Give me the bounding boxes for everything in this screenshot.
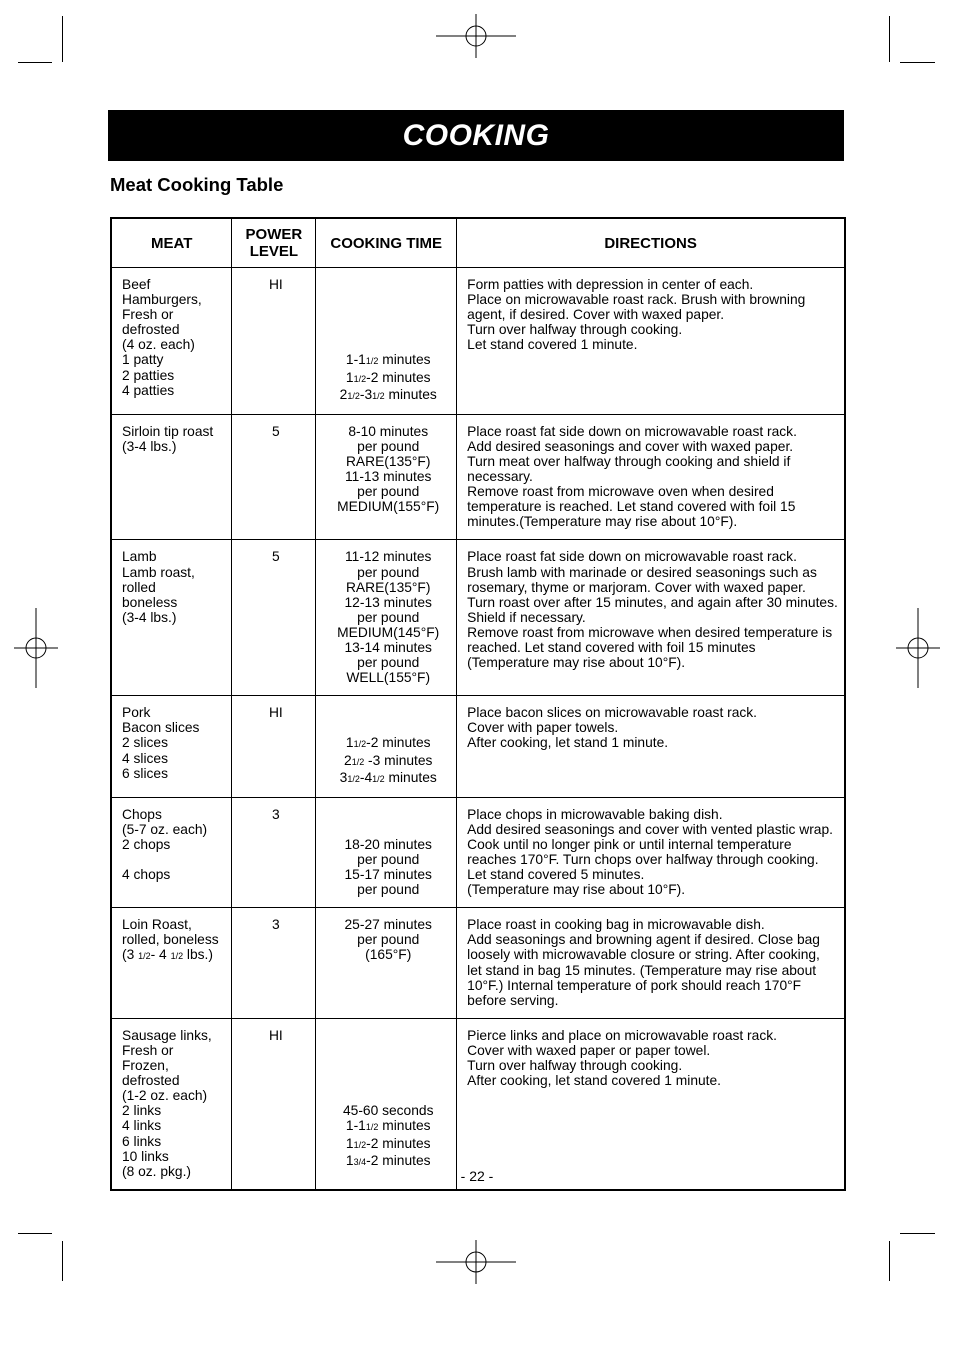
text-part: -3 [359,386,373,402]
meat-line: Sausage links, [122,1027,212,1043]
text-part: minutes [384,769,437,785]
text-part: minutes [384,386,437,402]
cooking-time-line [326,917,450,932]
text-part: minutes [378,352,431,368]
direction-step: Place chops in microwavable baking dish. [467,806,723,822]
cooking-time-line [326,735,450,752]
text-part: per pound [357,438,420,454]
direction-step: Brush lamb with marinade or desired seasonings such as rosemary, thyme or marjoram. Cover with waxed paper. [467,564,817,595]
text-part: MEDIUM(145°F) [337,624,440,640]
text-part: -2 minutes [366,735,431,751]
directions-cell [457,1018,845,1189]
meat-line: 10 links [122,1148,169,1164]
direction-step: Turn roast over after 15 minutes, and again after 30 minutes. Shield if necessary. [467,594,838,625]
text-part: 11-12 minutes [345,549,432,565]
direction-step: Turn meat over halfway through cooking and shield if necessary. [467,453,791,485]
direction-step: Add seasonings and browning agent if desired. Close bag loosely with microwavable closure or string. After cooking, let stand in bag 15 minutes. (Temperature may rise about 10°F.) Internal temperature of pork should reach 170°F before serving. [467,932,820,1008]
direction-step: Place bacon slices on microwavable roast rack. [467,705,758,721]
cooking-time-line [326,370,450,387]
cooking-time-line [326,655,450,670]
direction-step: Cover with waxed paper or paper towel. [467,1042,711,1058]
direction-step: Let stand covered 5 minutes. [467,867,645,883]
cooking-time-line [326,387,450,404]
meat-line: (5-7 oz. each) [122,821,208,837]
table-row [111,696,845,797]
direction-step: Cover with paper towels. [467,720,619,736]
text-part: 1-1 [345,1118,366,1134]
cooking-time-line [326,932,450,947]
cooking-time-cell [316,797,457,908]
text-part: 13-14 minutes [344,639,432,655]
meat-line: 6 slices [122,765,169,781]
meat-line: 6 links [122,1133,162,1149]
text-part: -2 minutes [366,1152,431,1168]
column-header-power-level: POWER LEVEL [232,218,316,268]
text-part: 2 [344,752,352,768]
directions-cell [457,797,845,908]
text-part: - 4 [150,947,171,963]
text-part: 18-20 minutes [344,836,432,852]
power-level-cell: 3 [232,908,316,1019]
power-level-cell: HI [232,696,316,797]
text-part: per pound [357,882,420,898]
cooking-time-line [326,580,450,595]
direction-step: Place roast fat side down on microwavable roast rack. [467,423,797,439]
column-header-directions: DIRECTIONS [457,218,845,268]
text-part: -4 [359,769,373,785]
directions-cell [457,908,845,1019]
power-level-cell: HI [232,268,316,415]
directions-cell [457,696,845,797]
registration-mark-right [896,608,940,688]
cooking-time-line [326,753,450,770]
meat-line: Hamburgers, [122,292,202,308]
meat-line: 2 chops [122,836,171,852]
fraction: 1/2 [347,390,360,401]
fraction: 1/2 [372,773,385,784]
fraction: 1/2 [353,373,367,384]
fraction: 3/4 [353,1156,367,1167]
registration-mark-top [436,14,516,58]
meat-line: rolled [122,579,156,595]
meat-cell [111,908,232,1019]
text-part: 15-17 minutes [344,867,432,883]
cooking-time-line [326,947,450,962]
registration-mark-left [14,608,58,688]
cooking-time-line [326,610,450,625]
power-level-cell: HI [232,1018,316,1189]
meat-cell [111,414,232,540]
table-row [111,268,845,415]
cooking-time-cell [316,414,457,540]
meat-line: Sirloin tip roast [122,423,214,439]
meat-line: (1-2 oz. each) [122,1088,208,1104]
direction-step: Place roast fat side down on microwavable roast rack. [467,549,797,565]
meat-line: (3-4 lbs.) [122,438,177,454]
text-part: 45-60 seconds [342,1103,434,1119]
text-part: 1 [345,1152,354,1168]
fraction: 1/2 [353,739,367,750]
cooking-time-line [326,424,450,439]
meat-cell [111,696,232,797]
text-part: minutes [378,1118,431,1134]
cooking-time-cell [316,268,457,415]
text-part: (165°F) [365,947,412,963]
meat-line: Loin Roast, [122,917,192,933]
cooking-time-line [326,1136,450,1153]
text-part: 1-1 [345,352,366,368]
directions-cell [457,268,845,415]
table-row [111,1018,845,1189]
meat-line: 2 links [122,1103,162,1119]
text-part: lbs.) [183,947,213,963]
direction-step: Form patties with depression in center of each. [467,277,754,292]
text-part: 25-27 minutes [344,917,432,933]
fraction: 1/2 [138,951,151,962]
meat-line [122,852,225,867]
text-part: per pound [357,852,420,867]
meat-weight-line [122,947,225,964]
cooking-time-line [326,499,450,514]
cooking-time-line [326,625,450,640]
direction-step: Place roast in cooking bag in microwavable dish. [467,917,765,933]
cooking-time-line [326,770,450,787]
direction-step: After cooking, let stand covered 1 minute. [467,1073,722,1089]
section-title: Meat Cooking Table [110,174,284,195]
cooking-time-cell [316,696,457,797]
meat-line: defrosted [122,322,180,338]
meat-line: (3-4 lbs.) [122,609,177,625]
text-part: 12-13 minutes [344,594,432,610]
cooking-time-line [326,469,450,484]
table-row [111,414,845,540]
table-header-row [111,218,845,268]
meat-line: 4 links [122,1118,162,1134]
registration-mark-bottom [436,1240,516,1284]
table-row [111,540,845,696]
meat-line: Fresh or [122,1042,174,1058]
text-part: per pound [357,609,420,625]
text-part: 1 [345,1135,354,1151]
text-part: per pound [357,655,420,671]
cooking-time-line [326,670,450,685]
meat-line: defrosted [122,1073,180,1089]
cooking-time-line [326,454,450,469]
text-part: per pound [357,484,420,500]
cooking-time-line [326,867,450,882]
fraction: 1/2 [170,951,184,962]
direction-step: Let stand covered 1 minute. [467,337,638,353]
text-part: per pound [357,932,420,948]
meat-line: Beef [122,277,151,292]
meat-line: 1 patty [122,352,164,368]
meat-line: 4 patties [122,382,175,398]
meat-line: Chops [122,806,162,822]
direction-step: After cooking, let stand 1 minute. [467,735,669,751]
text-part: RARE(135°F) [345,579,431,595]
cooking-time-line [326,484,450,499]
power-level-cell: 3 [232,797,316,908]
meat-line: Lamb [122,549,157,565]
fraction: 1/2 [372,390,385,401]
table-row [111,797,845,908]
text-part: 1 [345,369,354,385]
cooking-time-cell [316,540,457,696]
meat-line: 4 chops [122,867,171,883]
cooking-time-cell [316,1018,457,1189]
meat-line: boneless [122,594,178,610]
directions-cell [457,540,845,696]
fraction: 1/2 [353,1139,367,1150]
direction-step: Remove roast from microwave when desired temperature is reached. Let stand covered with foil 15 minutes (Temperature may rise about 10°F). [467,624,833,671]
text-part: (3 [122,947,139,963]
cooking-time-line [326,439,450,454]
column-header-cooking-time: COOKING TIME [316,218,457,268]
cooking-time-line [326,852,450,867]
fraction: 1/2 [351,756,365,767]
cooking-time-line [326,1103,450,1118]
direction-step: Remove roast from microwave oven when desired temperature is reached. Let stand covered with foil 15 minutes.(Temperature may rise about 10°F). [467,484,796,530]
fraction: 1/2 [347,773,360,784]
meat-line: Bacon slices [122,720,200,736]
text-part: -2 minutes [366,1135,431,1151]
power-level-cell: 5 [232,414,316,540]
header-banner [108,110,844,161]
direction-step: Add desired seasonings and cover with vented plastic wrap. Cook until no longer pink or until internal temperature reaches 170°F. Turn chops over halfway through cooking. [467,821,833,867]
cooking-time-line [326,837,450,852]
text-part: 1 [345,735,354,751]
cooking-time-line [326,1118,450,1135]
meat-cell [111,268,232,415]
meat-line: rolled, boneless [122,932,219,948]
meat-cooking-table [110,217,846,1191]
cooking-time-line [326,640,450,655]
meat-line: 2 patties [122,367,175,383]
text-part: -3 minutes [364,752,433,768]
text-part: MEDIUM(155°F) [337,499,440,515]
text-part: WELL(155°F) [346,670,431,686]
text-part: 8-10 minutes [348,423,429,439]
text-part: 11-13 minutes [345,469,432,485]
meat-line: Frozen, [122,1058,169,1074]
cooking-time-line [326,352,450,369]
meat-line: (4 oz. each) [122,337,195,353]
page-title: COOKING [402,118,550,152]
text-part: 3 [339,769,348,785]
direction-step: (Temperature may rise about 10°F). [467,882,686,898]
cooking-time-cell [316,908,457,1019]
direction-step: Pierce links and place on microwavable roast rack. [467,1027,777,1043]
cooking-time-line [326,882,450,897]
meat-line: 2 slices [122,735,169,751]
cooking-time-line [326,595,450,610]
meat-line: Pork [122,705,151,721]
power-level-cell: 5 [232,540,316,696]
fraction: 1/2 [365,356,379,367]
text-part: 2 [339,386,348,402]
fraction: 1/2 [365,1122,379,1133]
meat-line: Fresh or [122,307,174,323]
meat-cell [111,797,232,908]
text-part: -2 minutes [366,369,431,385]
direction-step: Add desired seasonings and cover with waxed paper. [467,438,794,454]
direction-step: Place on microwavable roast rack. Brush with browning agent, if desired. Cover with waxed paper. [467,292,806,323]
directions-cell [457,414,845,540]
cooking-time-line [326,565,450,580]
cooking-time-line [326,549,450,564]
direction-step: Turn over halfway through cooking. [467,1058,683,1074]
meat-cell [111,1018,232,1189]
table-row [111,908,845,1019]
meat-line: Lamb roast, [122,564,195,580]
page-number: - 22 - [460,1168,494,1184]
text-part: RARE(135°F) [345,453,431,469]
text-part: per pound [357,564,420,580]
column-header-meat: MEAT [111,218,232,268]
meat-cell [111,540,232,696]
meat-line: (8 oz. pkg.) [122,1163,192,1179]
direction-step: Turn over halfway through cooking. [467,322,683,338]
meat-line: 4 slices [122,750,169,766]
